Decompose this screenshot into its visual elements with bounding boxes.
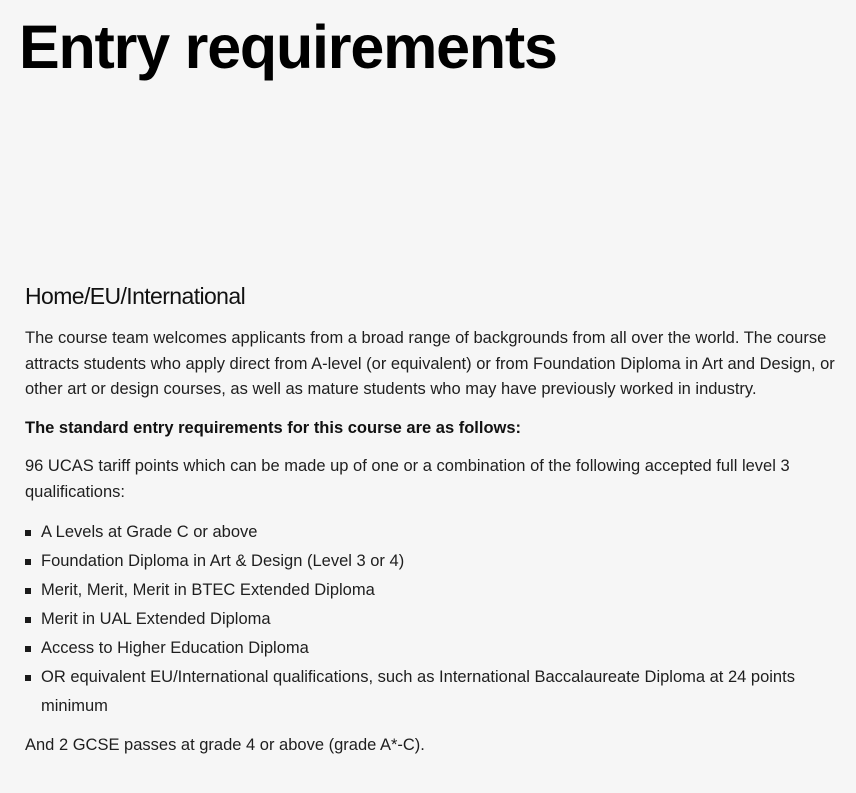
list-item bbox=[25, 663, 835, 721]
standard-requirements-heading: The standard entry requirements for this course are as follows: bbox=[25, 418, 522, 437]
tariff-paragraph: 96 UCAS tariff points which can be made up of one or a combination of the following accepted full level 3 qualifications: bbox=[25, 457, 790, 501]
list-item bbox=[25, 576, 835, 605]
entry-requirements-section bbox=[25, 281, 835, 759]
list-item bbox=[25, 547, 835, 576]
intro-paragraph: The course team welcomes applicants from a broad range of backgrounds from all over the world. The course attracts students who apply direct from A-level (or equivalent) or from Foundation Diploma in Art and Design, or other art or design courses, as well as mature students who may have previously worked in industry. bbox=[25, 329, 835, 398]
list-item bbox=[25, 634, 835, 663]
page-title: Entry requirements bbox=[19, 13, 557, 81]
square-bullet-icon bbox=[25, 530, 31, 536]
list-item-text: OR equivalent EU/International qualifications, such as International Baccalaureate Diploma at 24 points minimum bbox=[41, 668, 795, 715]
list-item-text: A Levels at Grade C or above bbox=[41, 523, 258, 541]
section-heading: Home/EU/International bbox=[25, 283, 246, 309]
list-item bbox=[25, 605, 835, 634]
square-bullet-icon bbox=[25, 559, 31, 565]
gcse-paragraph: And 2 GCSE passes at grade 4 or above (grade A*-C). bbox=[25, 736, 425, 754]
square-bullet-icon bbox=[25, 588, 31, 594]
list-item-text: Foundation Diploma in Art & Design (Level 3 or 4) bbox=[41, 552, 405, 570]
square-bullet-icon bbox=[25, 646, 31, 652]
list-item-text: Merit, Merit, Merit in BTEC Extended Diploma bbox=[41, 581, 375, 599]
list-item-text: Merit in UAL Extended Diploma bbox=[41, 610, 271, 628]
square-bullet-icon bbox=[25, 617, 31, 623]
list-item bbox=[25, 518, 835, 547]
list-item-text: Access to Higher Education Diploma bbox=[41, 639, 309, 657]
qualifications-list bbox=[25, 518, 835, 721]
square-bullet-icon bbox=[25, 675, 31, 681]
